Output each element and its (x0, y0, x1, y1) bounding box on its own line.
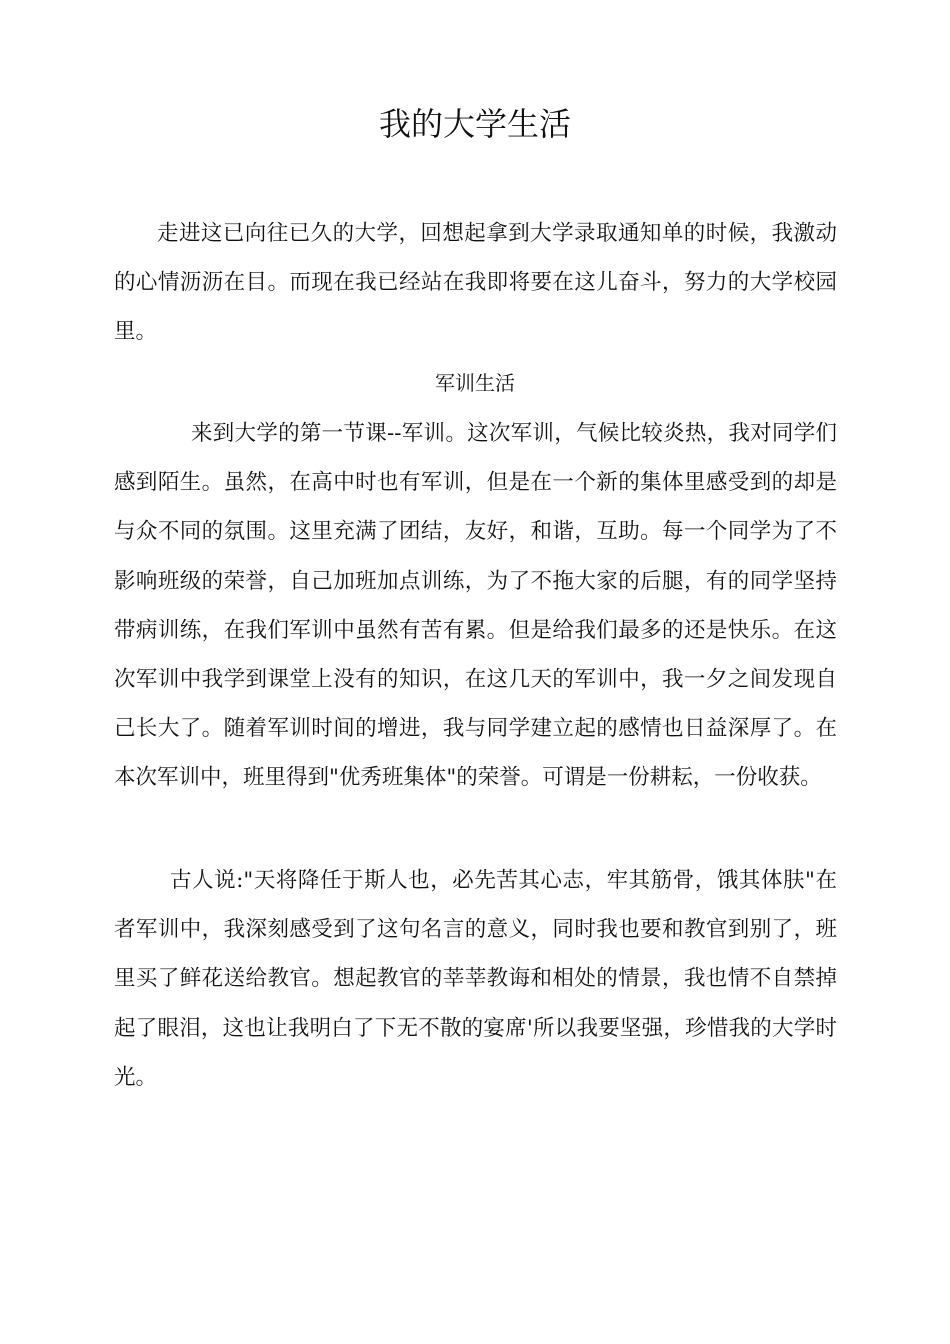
intro-paragraph: 走进这已向往已久的大学，回想起拿到大学录取通知单的时候，我激动的心情沥沥在目。而现在我已经站在我即将要在这儿奋斗，努力的大学校园里。 (114, 221, 837, 345)
document-title: 我的大学生活 (378, 105, 571, 143)
section-paragraph-1: 来到大学的第一节课--军训。这次军训，气候比较炎热，我对同学们感到陌生。虽然，在高中时也有军训，但是在一个新的集体里感受到的却是与众不同的氛围。这里充满了团结，友好，和谐，互助。每一个同学为了不影响班级的荣誉，自己加班加点训练，为了不拖大家的后腿，有的同学坚持带病训练，在我们军训中虽然有苦有累。但是给我们最多的还是快乐。在这次军训中我学到课堂上没有的知识，在这几天的军训中，我一夕之间发现自己长大了。随着军训时间的增进，我与同学建立起的感情也日益深厚了。在本次军训中，班里得到"优秀班集体"的荣誉。可谓是一份耕耘，一份收获。 (114, 421, 837, 791)
section-heading: 军训生活 (435, 371, 515, 395)
section-paragraph-2: 古人说:"天将降任于斯人也，必先苦其心志，牢其筋骨，饿其体肤"在者军训中，我深刻感受到了这句名言的意义，同时我也要和教官到别了，班里买了鲜花送给教官。想起教官的莘莘教诲和相处的情景，我也情不自禁掉起了眼泪，这也让我明白了下无不散的宴席'所以我要坚强，珍惜我的大学时光。 (114, 868, 837, 1090)
